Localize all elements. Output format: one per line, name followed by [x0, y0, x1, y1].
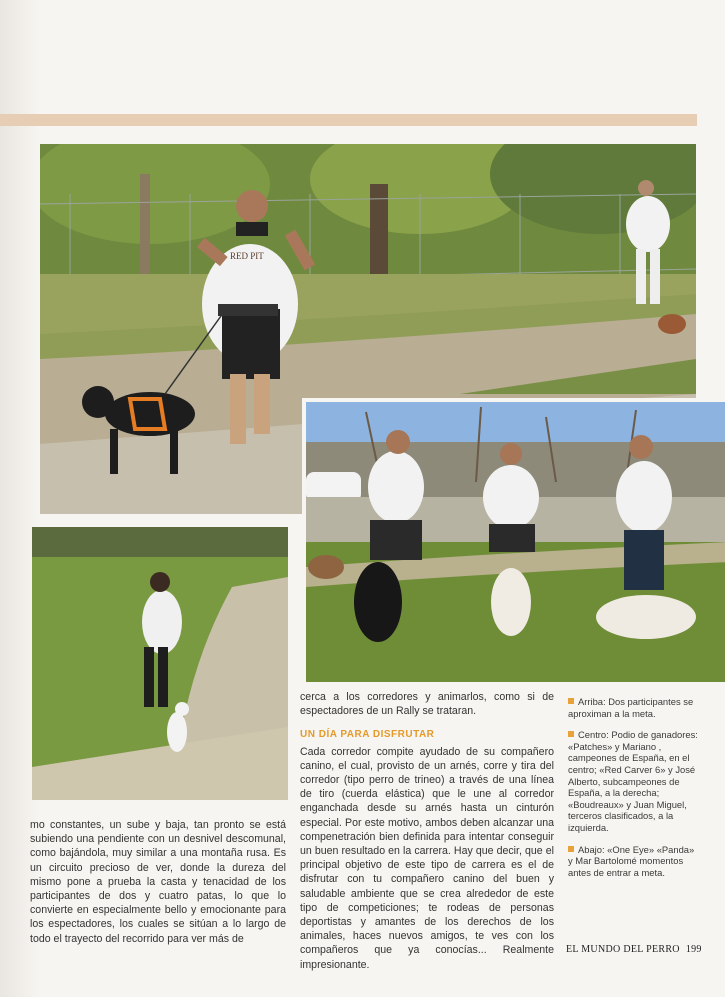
photo-runner-with-dog [32, 527, 288, 800]
page-number: 199 [685, 944, 702, 955]
header-rule [0, 114, 697, 126]
shirt-logo-text: RED PIT [230, 251, 264, 261]
article-column-left [30, 818, 286, 946]
caption-top: Arriba: Dos participantes se aproximan a la meta. [568, 696, 694, 719]
photo-captions [568, 696, 698, 888]
magazine-name: EL MUNDO DEL PERRO [566, 944, 680, 955]
caption-marker [568, 846, 574, 852]
caption-bottom: Abajo: «One Eye» «Panda» y Mar Bartolomé momentos antes de entrar a meta. [568, 843, 695, 878]
left-column-paragraph: mo constantes, un sube y baja, tan pronto se está subiendo una pendiente con un desnivel descomunal, como bajándola, muy similar a una montaña rusa. Es un circuito precioso de ver, donde la dureza del mismo pone a prueba la casta y tenacidad de los participantes de dos y cuatro patas, lo que lo convierte en especialmente bello y emocionante para los espectadores, los cuales se sitúan a lo largo de todo el trayecto del recorrido para ver más de [30, 819, 286, 945]
caption-center: Centro: Podio de ganadores: «Patches» y Mariano , campeones de España, en el centro; «Red Carver 6» y José Alberto, subcampeones de España, a la derecha; «Boudreaux» y Juan Miguel, terceros clasificados, a la izquierda. [568, 729, 698, 833]
article-column-middle [300, 690, 554, 972]
photo-podium-winners [302, 398, 725, 682]
caption-marker [568, 698, 574, 704]
page-footer [566, 944, 702, 955]
middle-column-body: Cada corredor compite ayudado de su compañero canino, el cual, provisto de un arnés, corre y tira del corredor (tipo perro de trineo) a través de una línea de tiro (cuerda elástica) que le une al corredor enganchada desde su arnés hasta un cinturón especial. Por este motivo, ambos deben alcanzar una compenetración bien definida para intentar conseguir un buen resultado en la carrera. Hay que decir, que el principal objetivo de este tipo de carrera es el de disfrutar con tu compañero canino del buen y saludable ambiente que se crea alrededor de este tipo de competiciones; te rodeas de personas deportistas y amantes de los derechos de los animales, haces nuevos amigos, te ves con los compañeros que ya conocías... Realmente impresionante. [300, 745, 554, 971]
section-heading: UN DÍA PARA DISFRUTAR [300, 729, 435, 741]
caption-marker [568, 731, 574, 737]
middle-column-intro: cerca a los corredores y animarlos, como si de espectadores de un Rally se trataran. [300, 691, 554, 718]
